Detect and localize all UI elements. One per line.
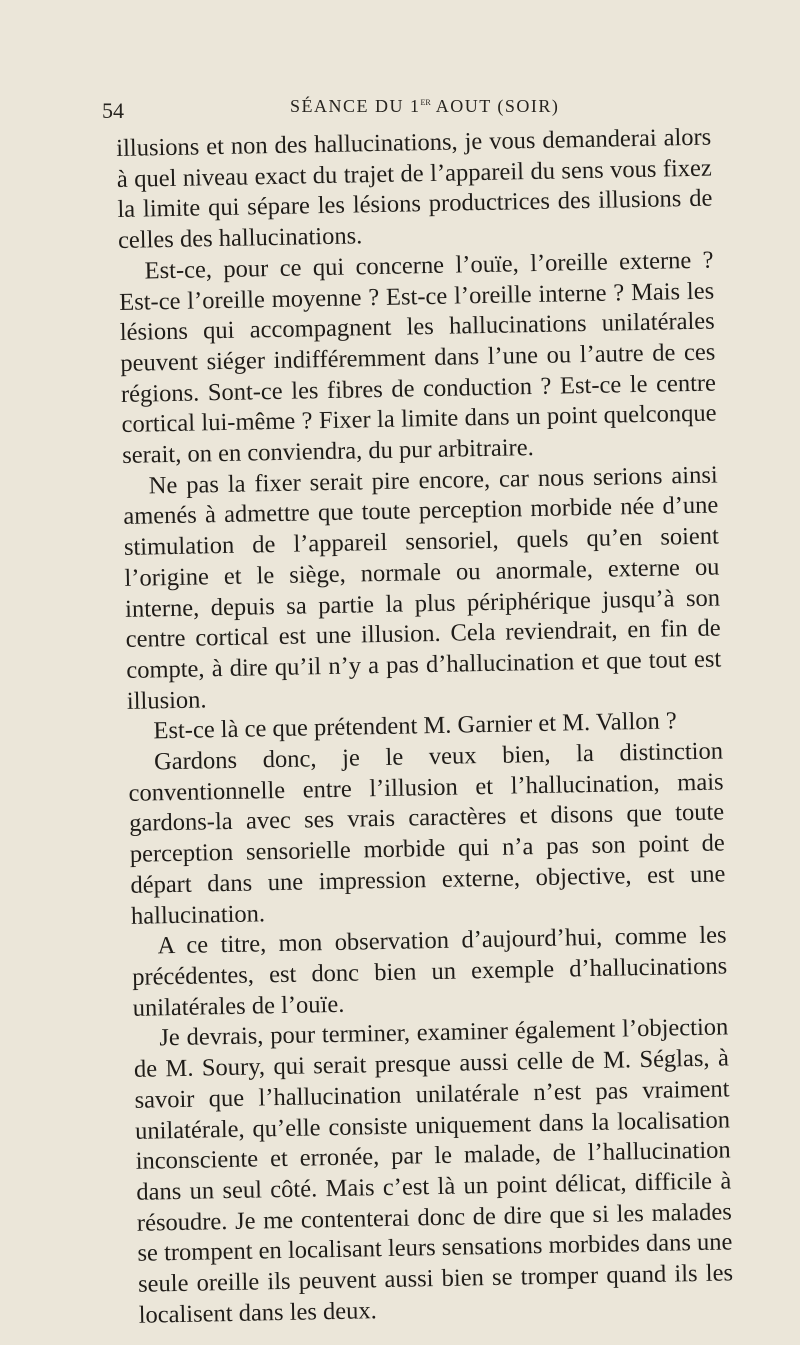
running-head <box>290 96 559 117</box>
body-text <box>116 123 734 1332</box>
paragraph-3: Ne pas la fixer serait pire encore, car nous serions ainsi amenés à admettre que toute perception morbide née d’une stimulation de l’appareil sensoriel, quels qu’en soient l’origine et le siège, normale ou anormale, externe ou interne, depuis sa partie la plus périphérique jusqu’à son centre cortical est une illusion. Cela reviendrait, en fin de compte, à dire qu’il n’y a pas d’hallucination et que tout est illusion. <box>123 461 722 715</box>
page-header <box>100 96 720 126</box>
paragraph-7: Je devrais, pour terminer, examiner également l’objection de M. Soury, qui serait presque aussi celle de M. Séglas, à savoir que l’hallucination unilatérale n’est pas vraiment unilatérale, qu’elle consiste uniquement dans la localisation inconsciente et erronée, par le malade, de l’hallucination dans un seul côté. Mais c’est là un point délicat, difficile à résoudre. Je me contenterai donc de dire que si les malades se trompent en localisant leurs sensations morbides dans une seule oreille ils peuvent aussi bien se tromper quand ils les localisent dans les deux. <box>133 1013 734 1329</box>
paragraph-4: Est-ce là ce que prétendent M. Garnier et M. Vallon ? <box>153 707 678 745</box>
page-number: 54 <box>102 98 124 123</box>
paragraph-1: illusions et non des hallucinations, je vous demanderai alors à quel niveau exact du trajet de l’appareil du sens vous fixez la limite qui sépare les lésions productrices des illusions de celles des hallucinations. <box>116 123 713 255</box>
running-head-part-2: AOUT (SOIR) <box>430 96 560 116</box>
paragraph-6: A ce titre, mon observation d’aujourd’hui, comme les précédentes, est donc bien un exemple d’hallucinations unilatérales de l’ouïe. <box>131 921 728 1022</box>
running-head-superscript: er <box>420 96 431 108</box>
paragraph-2: Est-ce, pour ce qui concerne l’ouïe, l’oreille externe ? Est-ce l’oreille moyenne ? Est-ce l’oreille interne ? Mais les lésions qui accompagnent les hallucinations unilatérales peuvent siéger indifféremment dans l’une ou l’autre de ces régions. Sont-ce les fibres de conduction ? Est-ce le centre cortical lui-même ? Fixer la limite dans un point quelconque serait, on en conviendra, du pur arbitraire. <box>118 246 717 469</box>
paragraph-5: Gardons donc, je le veux bien, la distinction conventionnelle entre l’illusion et l’hallucination, mais gardons-la avec ses vrais caractères et disons que toute perception sensorielle morbide qui n’a pas son point de départ dans une impression externe, objective, est une hallucination. <box>128 737 726 930</box>
running-head-part-1: SÉANCE DU 1 <box>290 96 421 116</box>
